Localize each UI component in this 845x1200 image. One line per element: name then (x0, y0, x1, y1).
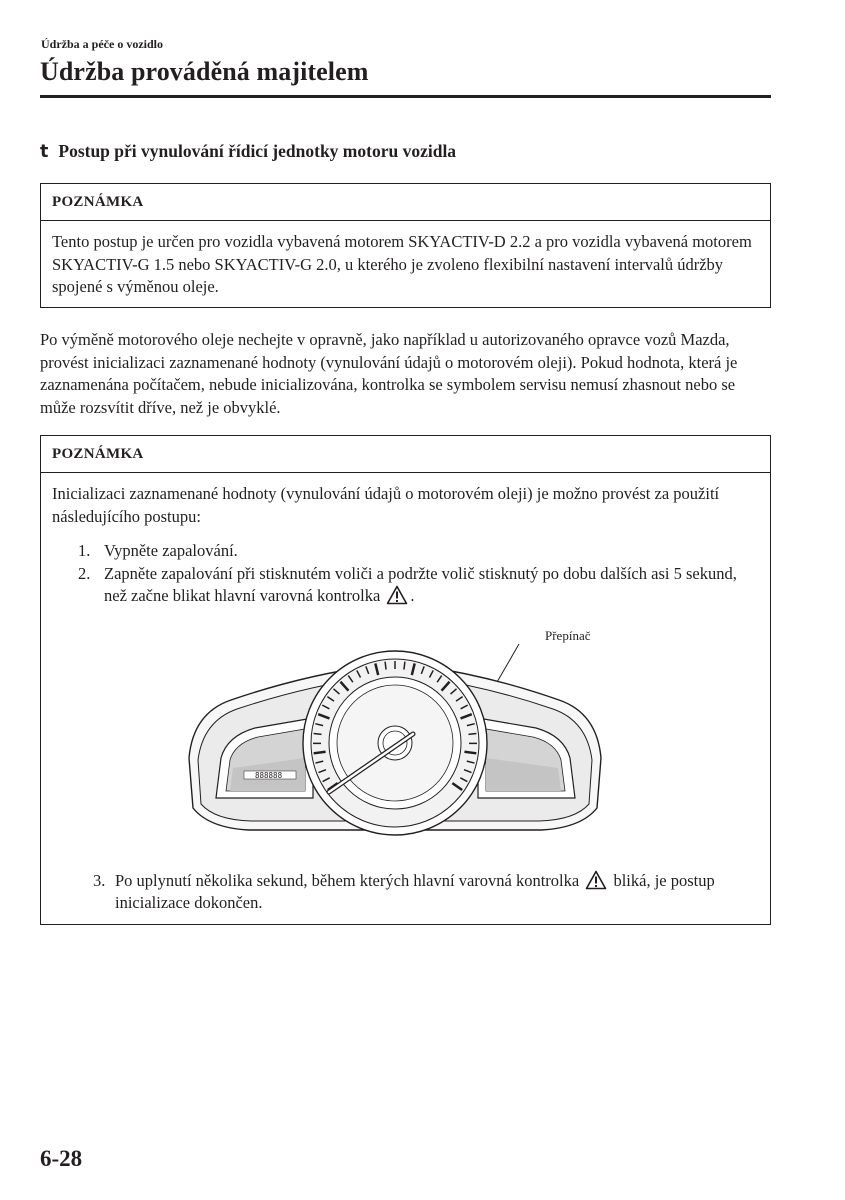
gauge-tick (314, 751, 326, 753)
note-intro: Inicializaci zaznamenané hodnoty (vynulování údajů o motorovém oleji) je možno provést za použití následujícího postupu: (52, 484, 720, 526)
body-paragraph: Po výměně motorového oleje nechejte v opravně, jako například u autorizovaného opravce vozů Mazda, provést inicializaci zaznamenané hodnoty (vynulování údajů o motorovém oleji). Pokud hodnota, která je zaznamenána počítačem, nebude inicializována, kontrolka se symbolem servisu nemusí zhasnout nebo se může rozsvítit dříve, než je obvyklé. (40, 330, 738, 417)
step-text: Zapněte zapalování při stisknutém voliči a podržte volič stisknutý po dobu dalších asi 5 sekund, než začne blikat hlavní varovná kontrolka (104, 563, 737, 605)
step-number: 3. (93, 870, 106, 890)
step-text-wrap (104, 870, 759, 915)
step-list-continued (52, 870, 759, 915)
step-item (52, 563, 759, 608)
instrument-cluster-illustration (41, 608, 770, 870)
section-marker: t (40, 142, 49, 162)
odometer-readout: 888888 (255, 770, 283, 780)
note-label-1: POZNÁMKA (41, 184, 770, 221)
step-text-end: . (410, 586, 415, 605)
step-number: 2. (78, 563, 91, 583)
warning-triangle-icon (585, 870, 607, 890)
gauge-tick (314, 733, 322, 734)
section-heading-text: Postup při vynulování řídicí jednotky motoru vozidla (58, 141, 457, 161)
switch-callout-label: Přepínač (545, 627, 591, 643)
step-text: Vypněte zapalování. (104, 541, 238, 560)
note-box-1 (40, 183, 771, 308)
gauge-tick (464, 751, 476, 753)
page-number: 6-28 (40, 1146, 83, 1171)
instrument-cluster-figure (41, 608, 759, 870)
step-item (52, 870, 759, 915)
gauge-tick (468, 733, 476, 734)
step-list (52, 540, 759, 608)
section-heading (40, 141, 456, 162)
warning-triangle-icon (386, 585, 408, 605)
title-rule (40, 95, 771, 98)
note-body-2 (41, 473, 770, 924)
gauge-tick (404, 661, 405, 669)
note-box-2 (40, 435, 771, 925)
step-text: Po uplynutí několika sekund, během kterých hlavní varovná kontrolka (115, 870, 580, 890)
step-number: 1. (78, 541, 91, 560)
running-head: Údržba a péče o vozidlo (41, 37, 163, 51)
gauge-tick (385, 661, 386, 669)
note-label-2: POZNÁMKA (41, 436, 770, 473)
note-text-1: Tento postup je určen pro vozidla vybavená motorem SKYACTIV-D 2.2 a pro vozidla vybavená motorem SKYACTIV-G 1.5 nebo SKYACTIV-G 2.0, u kterého je zvoleno flexibilní nastavení intervalů údržby spojené s výměnou oleje. (52, 232, 752, 296)
step-text-end: bliká, je postup inicializace dokončen. (115, 870, 715, 912)
step-item (52, 540, 759, 563)
page-title: Údržba prováděná majitelem (40, 57, 369, 86)
